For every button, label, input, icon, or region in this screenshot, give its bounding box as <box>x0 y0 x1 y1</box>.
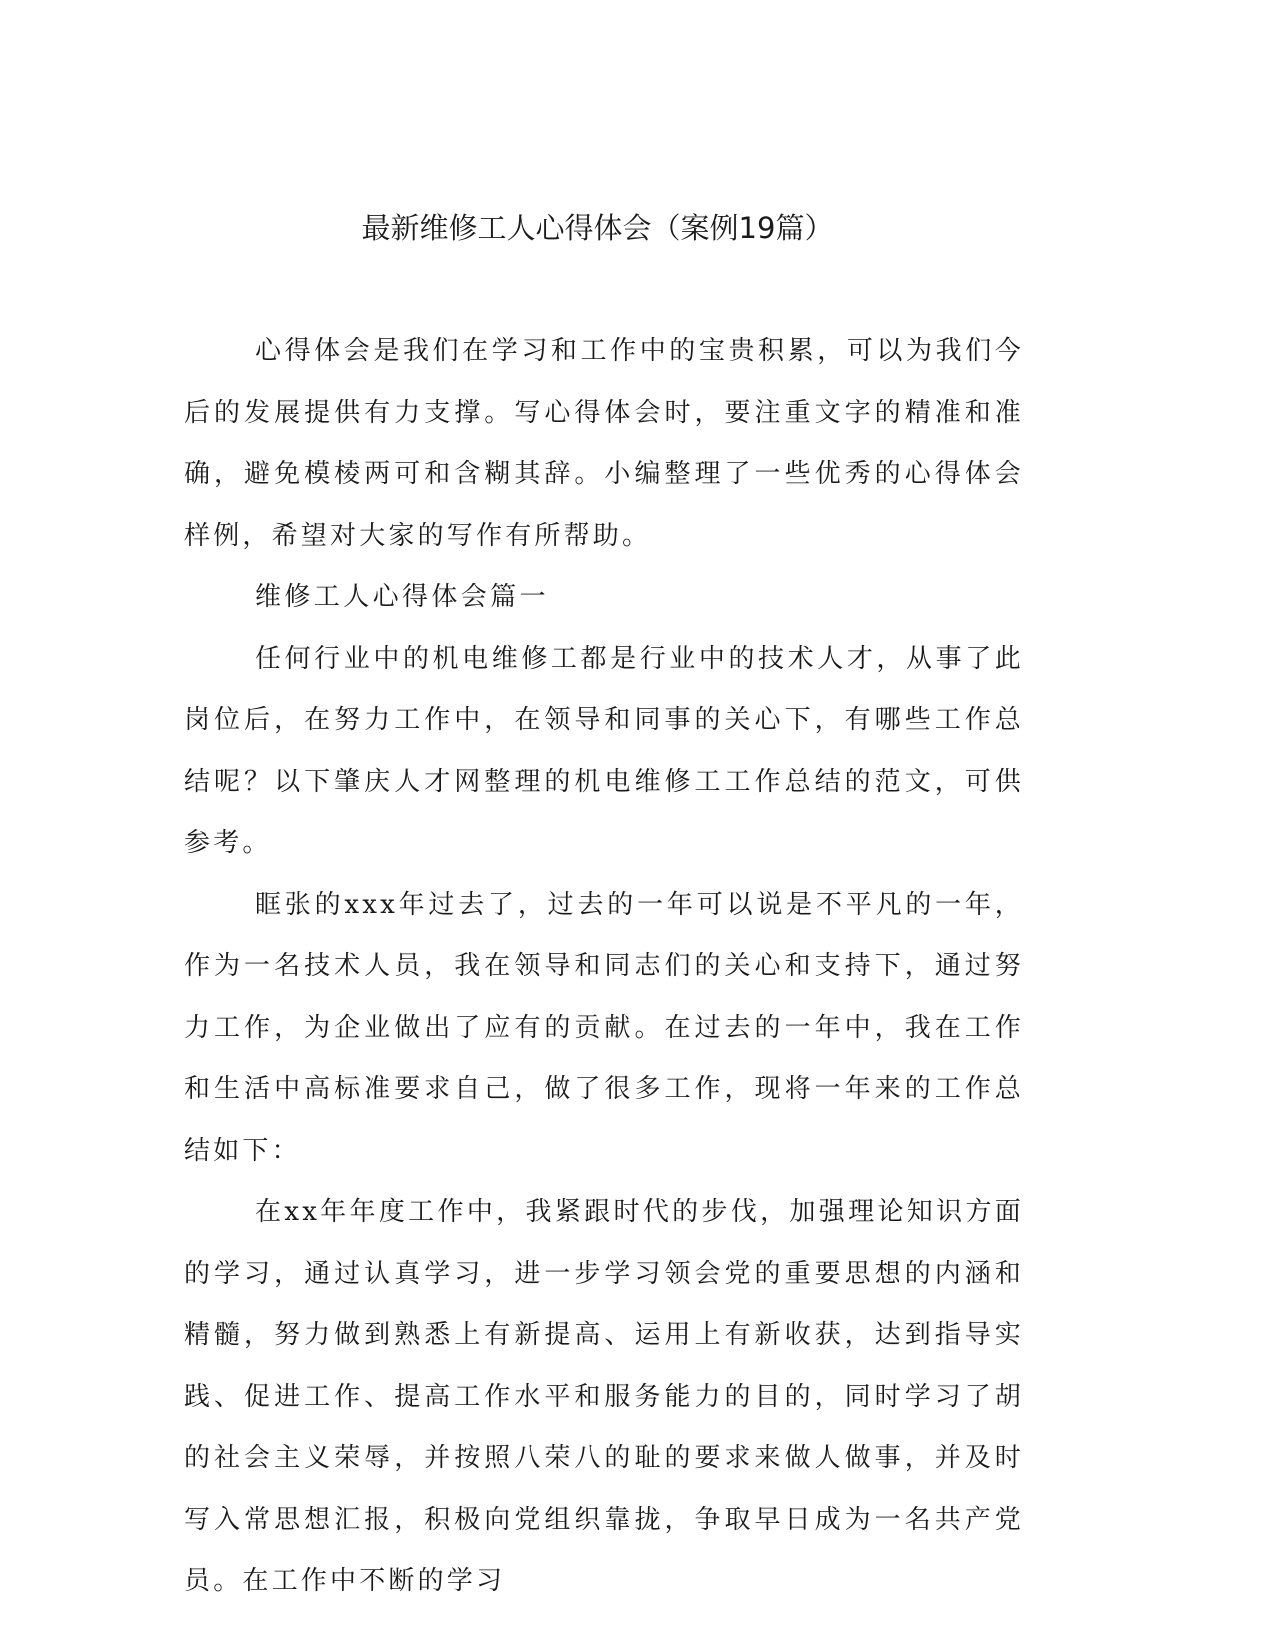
body-paragraph: 眶张的xxx年过去了，过去的一年可以说是不平凡的一年，作为一名技术人员，我在领导和同志们的关心和支持下，通过努力工作，为企业做出了应有的贡献。在过去的一年中，我在工作和生活中高标准要求自己，做了很多工作，现将一年来的工作总结如下： <box>184 889 1024 1166</box>
section-heading: 维修工人心得体会篇一 <box>255 582 550 612</box>
document-title: 最新维修工人心得体会（案例19篇） <box>361 211 834 245</box>
intro-paragraph: 心得体会是我们在学习和工作中的宝贵积累，可以为我们今后的发展提供有力支撑。写心得体会时，要注重文字的精准和准确，避免模棱两可和含糊其辞。小编整理了一些优秀的心得体会样例，希望对大家的写作有所帮助。 <box>184 336 1024 551</box>
document-body <box>184 321 1024 1613</box>
body-paragraph: 在xx年年度工作中，我紧跟时代的步伐，加强理论知识方面的学习，通过认真学习，进一步学习领会党的重要思想的内涵和精髓，努力做到熟悉上有新提高、运用上有新收获，达到指导实践、促进工作、提高工作水平和服务能力的目的，同时学习了胡的社会主义荣辱，并按照八荣八的耻的要求来做人做事，并及时写入常思想汇报，积极向党组织靠拢，争取早日成为一名共产党员。在工作中不断的学习 <box>184 1197 1024 1596</box>
body-paragraph: 任何行业中的机电维修工都是行业中的技术人才，从事了此岗位后，在努力工作中，在领导和同事的关心下，有哪些工作总结呢？以下肇庆人才网整理的机电维修工工作总结的范文，可供参考。 <box>184 643 1024 858</box>
